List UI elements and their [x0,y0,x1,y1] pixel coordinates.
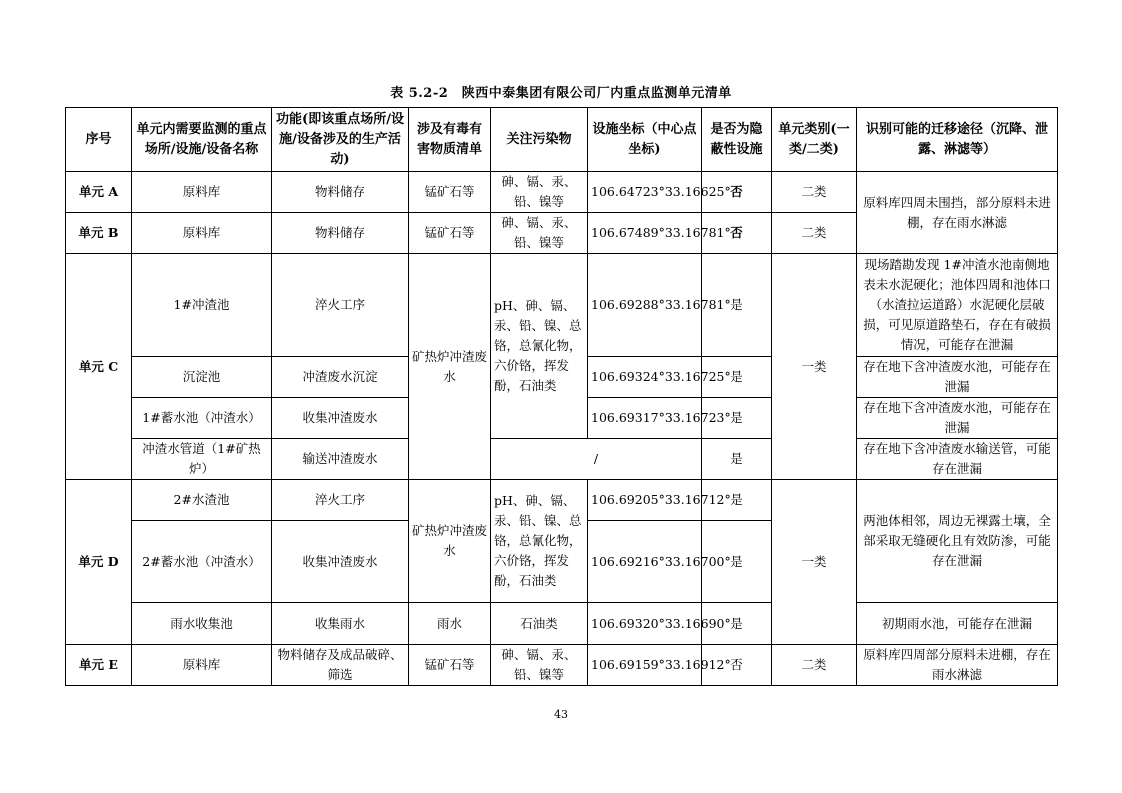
hidden-cell: 否 [702,172,772,213]
pollutant-cell: pH、砷、镉、汞、铅、镍、总铬，总氰化物，六价铬，挥发酚，石油类 [491,480,588,603]
hidden-cell: 否 [702,213,772,254]
table-caption: 表 5.2-2 陕西中泰集团有限公司厂内重点监测单元清单 [390,86,732,101]
facility-cell: 2#水渣池 [132,480,272,521]
coord-cell: / [491,439,702,480]
function-cell: 物料储存及成品破碎、筛选 [272,645,409,686]
category-cell: 二类 [772,172,857,213]
header-cell: 关注污染物 [491,108,588,172]
hidden-cell: 是 [702,398,772,439]
page-number: 43 [554,708,568,721]
facility-cell: 原料库 [132,645,272,686]
pollutant-cell: 砷、镉、汞、铅、镍等 [491,213,588,254]
pollutant-cell: 砷、镉、汞、铅、镍等 [491,172,588,213]
facility-cell: 沉淀池 [132,357,272,398]
hidden-cell: 否 [702,645,772,686]
unit-id: 单元 C [66,254,132,480]
substance-cell: 雨水 [409,603,491,645]
coord-cell: 106.69320°33.16690° [588,603,702,645]
substance-cell: 锰矿石等 [409,172,491,213]
pollutant-cell: 砷、镉、汞、铅、镍等 [491,645,588,686]
coord-cell: 106.69288°33.16781° [588,254,702,357]
function-cell: 冲渣废水沉淀 [272,357,409,398]
category-cell: 一类 [772,480,857,645]
coord-cell: 106.69324°33.16725° [588,357,702,398]
coord-cell: 106.69159°33.16912° [588,645,702,686]
pathway-cell: 原料库四周未围挡，部分原料未进棚，存在雨水淋滤 [857,172,1058,254]
pathway-cell: 原料库四周部分原料未进棚，存在雨水淋滤 [857,645,1058,686]
pollutant-cell: 石油类 [491,603,588,645]
header-row [66,108,1058,172]
header-cell: 设施坐标（中心点坐标) [588,108,702,172]
unit-id: 单元 D [66,480,132,645]
coord-cell: 106.69317°33.16723° [588,398,702,439]
function-cell: 收集冲渣废水 [272,398,409,439]
pathway-cell: 存在地下含冲渣废水池，可能存在泄漏 [857,357,1058,398]
substance-cell: 矿热炉冲渣废水 [409,254,491,480]
function-cell: 物料储存 [272,213,409,254]
header-cell: 涉及有毒有害物质清单 [409,108,491,172]
table-row [66,645,1058,686]
facility-cell: 1#冲渣池 [132,254,272,357]
substance-cell: 锰矿石等 [409,213,491,254]
function-cell: 输送冲渣废水 [272,439,409,480]
unit-id: 单元 A [66,172,132,213]
table-row [66,480,1058,521]
pollutant-cell: pH、砷、镉、汞、铅、镍、总铬，总氰化物，六价铬，挥发酚，石油类 [491,254,588,439]
category-cell: 二类 [772,213,857,254]
pathway-cell: 存在地下含冲渣废水池，可能存在泄漏 [857,398,1058,439]
table-row [66,172,1058,213]
table-row [66,439,1058,480]
facility-cell: 2#蓄水池（冲渣水） [132,521,272,603]
function-cell: 淬火工序 [272,480,409,521]
unit-id: 单元 B [66,213,132,254]
header-cell: 单元内需要监测的重点场所/设施/设备名称 [132,108,272,172]
header-cell: 序号 [66,108,132,172]
hidden-cell: 是 [702,603,772,645]
facility-cell: 原料库 [132,213,272,254]
coord-cell: 106.69216°33.16700° [588,521,702,603]
pathway-cell: 现场踏勘发现 1#冲渣水池南侧地表未水泥硬化；池体四周和池体口（水渣拉运道路）水泥硬化层破损，可见原道路垫石，存在有破损情况，可能存在泄漏 [857,254,1058,357]
hidden-cell: 是 [702,254,772,357]
pathway-cell: 两池体相邻，周边无裸露土壤，全部采取无缝硬化且有效防渗，可能存在泄漏 [857,480,1058,603]
function-cell: 淬火工序 [272,254,409,357]
hidden-cell: 是 [702,439,772,480]
substance-cell: 矿热炉冲渣废水 [409,480,491,603]
facility-cell: 雨水收集池 [132,603,272,645]
hidden-cell: 是 [702,480,772,521]
header-cell: 单元类别(一类/二类) [772,108,857,172]
facility-cell: 原料库 [132,172,272,213]
category-cell: 二类 [772,645,857,686]
function-cell: 收集雨水 [272,603,409,645]
table-row [66,254,1058,357]
hidden-cell: 是 [702,357,772,398]
facility-cell: 1#蓄水池（冲渣水） [132,398,272,439]
monitoring-units-table [65,107,1058,686]
facility-cell: 冲渣水管道（1#矿热炉） [132,439,272,480]
coord-cell: 106.64723°33.16625° [588,172,702,213]
pathway-cell: 初期雨水池，可能存在泄漏 [857,603,1058,645]
function-cell: 收集冲渣废水 [272,521,409,603]
function-cell: 物料储存 [272,172,409,213]
table-row [66,603,1058,645]
pathway-cell: 存在地下含冲渣废水输送管，可能存在泄漏 [857,439,1058,480]
hidden-cell: 是 [702,521,772,603]
header-cell: 识别可能的迁移途径（沉降、泄露、淋滤等） [857,108,1058,172]
substance-cell: 锰矿石等 [409,645,491,686]
coord-cell: 106.67489°33.16781° [588,213,702,254]
unit-id: 单元 E [66,645,132,686]
header-cell: 是否为隐蔽性设施 [702,108,772,172]
category-cell: 一类 [772,254,857,480]
coord-cell: 106.69205°33.16712° [588,480,702,521]
header-cell: 功能(即该重点场所/设施/设备涉及的生产活动) [272,108,409,172]
